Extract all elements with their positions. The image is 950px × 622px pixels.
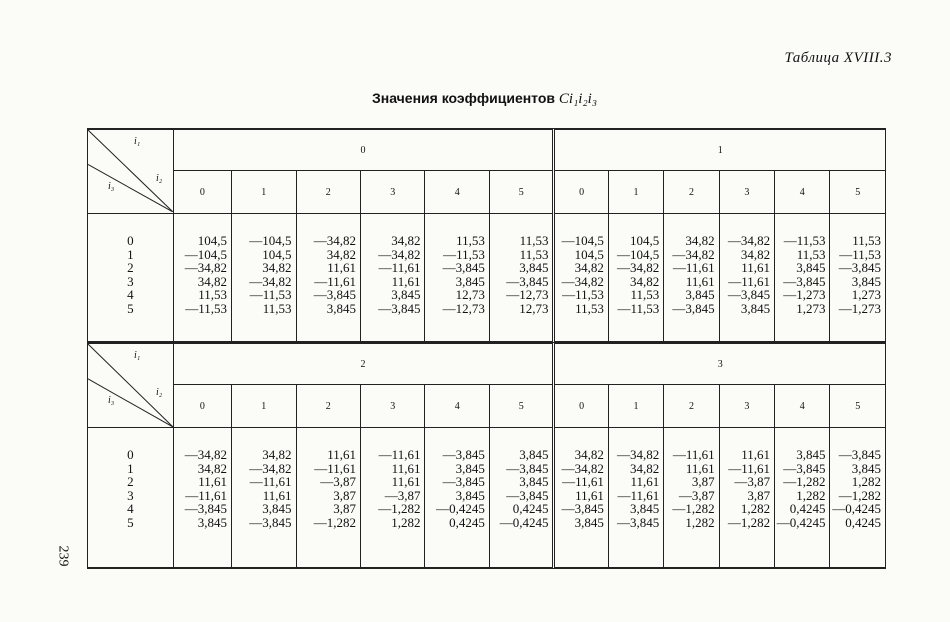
coefficient-value: —0,4245: [436, 501, 485, 517]
coefficient-column: [296, 214, 360, 342]
coefficient-value: —3,845: [378, 300, 421, 316]
i2-column-header: 5: [489, 385, 554, 428]
coefficient-value: —104,5: [249, 233, 292, 248]
coefficient-value: 34,82: [574, 260, 604, 276]
table-block-bottom: [87, 342, 886, 569]
i2-column-header: 3: [360, 385, 424, 428]
coefficient-value: —11,61: [314, 460, 356, 476]
i2-column-header: 1: [232, 171, 296, 214]
coefficient-value: —11,61: [378, 447, 421, 462]
i2-column-header: 1: [608, 385, 663, 428]
coefficient-value: 11,61: [327, 260, 356, 276]
i3-row-index: 4: [127, 287, 134, 303]
coefficient-column: [360, 214, 424, 342]
i2-column-header: 2: [296, 171, 360, 214]
coefficient-column: [664, 428, 719, 568]
coefficient-value: 3,845: [455, 273, 485, 289]
i3-row-index: 0: [127, 447, 134, 462]
i3-header: i₃: [108, 395, 115, 407]
i3-row-index: 3: [127, 487, 134, 503]
coefficient-value: 1,282: [740, 501, 771, 517]
coefficient-value: —104,5: [617, 246, 660, 262]
coefficient-value: —104,5: [561, 233, 604, 248]
i2-column-header: 3: [719, 171, 774, 214]
coefficient-value: 11,61: [685, 273, 715, 289]
i2-column-header: 4: [425, 171, 489, 214]
coefficient-value: 3,845: [796, 447, 826, 462]
i2-column-header: 0: [173, 171, 231, 214]
coefficient-value: 11,53: [262, 300, 292, 316]
coefficient-value: 34,82: [326, 246, 356, 262]
coefficient-value: —11,53: [783, 233, 826, 248]
coefficient-value: 11,61: [391, 273, 421, 289]
i1-header: i₁: [134, 350, 141, 361]
coefficient-value: —11,53: [839, 246, 881, 262]
table-label: Таблица XVIII.3: [784, 50, 892, 66]
coefficient-value: —11,61: [617, 487, 660, 503]
coefficient-value: —1,282: [727, 514, 771, 530]
coefficient-value: 3,845: [685, 287, 715, 303]
coefficient-value: —3,87: [384, 487, 421, 503]
coefficient-value: 3,845: [326, 300, 356, 316]
i1-header: i₁: [134, 136, 141, 147]
coefficient-column: [719, 428, 774, 568]
coefficient-value: 11,53: [519, 246, 549, 262]
coefficient-value: 3,845: [197, 514, 228, 530]
coefficient-column: [775, 428, 830, 568]
coefficient-value: 34,82: [740, 246, 771, 262]
i2-column-header: 4: [425, 385, 489, 428]
coefficient-column: [719, 214, 774, 342]
coefficient-value: —3,845: [184, 501, 228, 517]
coefficient-value: —11,61: [672, 447, 715, 462]
table-block-top: [87, 128, 886, 343]
coefficient-value: —34,82: [249, 460, 292, 476]
i2-column-header: 4: [775, 385, 830, 428]
index-corner-cell: [88, 130, 174, 214]
coefficient-value: 1,282: [391, 514, 421, 530]
coefficient-value: —34,82: [617, 260, 660, 276]
diagonal-lines: [88, 344, 173, 427]
coefficient-value: 12,73: [455, 287, 485, 303]
coefficient-column: [232, 214, 296, 342]
coefficient-value: —3,845: [442, 474, 485, 490]
i2-column-header: 0: [173, 385, 231, 428]
coefficient-value: —34,82: [184, 260, 228, 276]
coefficient-value: —34,82: [378, 246, 421, 262]
i2-column-header: 5: [830, 171, 886, 214]
coefficient-table: [87, 129, 886, 342]
coefficient-value: —1,273: [783, 287, 826, 303]
coefficient-value: —3,845: [561, 501, 604, 517]
coefficient-column: [173, 214, 231, 342]
coefficient-value: —11,61: [728, 460, 771, 476]
coefficient-value: —11,53: [249, 287, 292, 303]
coefficient-value: 3,845: [851, 273, 881, 289]
i2-header: i₂: [156, 172, 163, 184]
coefficient-value: —34,82: [672, 246, 715, 262]
coefficient-value: —34,82: [313, 233, 356, 248]
coefficient-value: —11,53: [617, 300, 660, 316]
i3-row-index: 5: [127, 514, 134, 530]
coefficient-value: 11,61: [685, 460, 715, 476]
i3-row-labels: [88, 214, 174, 342]
coefficient-value: 11,61: [391, 474, 421, 490]
coefficient-value: —1,273: [838, 300, 881, 316]
coefficient-value: 3,87: [691, 474, 715, 490]
i2-column-header: 2: [296, 385, 360, 428]
coefficient-value: 1,282: [851, 474, 881, 490]
coefficient-value: —0,4245: [776, 514, 826, 530]
coefficient-value: —104,5: [184, 246, 228, 262]
i2-column-header: 3: [360, 171, 424, 214]
page-number: 239: [55, 545, 71, 567]
coefficient-value: 3,845: [519, 260, 549, 276]
coefficient-value: 34,82: [197, 460, 228, 476]
coefficient-column: [554, 214, 608, 342]
coefficient-value: —11,61: [672, 260, 715, 276]
coefficient-value: —3,845: [672, 300, 715, 316]
coefficient-symbol: Ci₁i₂i₃: [558, 91, 598, 107]
coefficient-value: —34,82: [617, 447, 660, 462]
i2-column-header: 1: [232, 385, 296, 428]
coefficient-value: 3,845: [455, 487, 485, 503]
coefficient-value: 11,53: [852, 233, 881, 248]
i2-header: i₂: [156, 387, 163, 399]
coefficient-column: [173, 428, 231, 568]
coefficient-value: 0,4245: [449, 514, 485, 530]
coefficient-value: 11,61: [198, 474, 228, 490]
coefficient-value: —11,61: [378, 260, 421, 276]
coefficient-value: 1,273: [796, 300, 826, 316]
i2-column-header: 2: [664, 385, 719, 428]
coefficient-value: —3,845: [442, 260, 485, 276]
i3-row-index: 4: [127, 501, 134, 517]
i2-column-header: 1: [608, 171, 663, 214]
coefficient-column: [775, 214, 830, 342]
i3-row-index: 5: [127, 300, 134, 316]
coefficient-table: [87, 343, 886, 568]
coefficient-value: 34,82: [391, 233, 421, 248]
coefficient-value: 104,5: [262, 246, 292, 262]
i1-group-header: 1: [554, 130, 886, 171]
coefficient-value: 104,5: [630, 233, 660, 248]
coefficient-value: 3,845: [391, 287, 421, 303]
i3-row-index: 1: [127, 460, 134, 476]
i3-row-index: 0: [127, 233, 134, 248]
coefficient-value: 1,282: [796, 487, 826, 503]
coefficient-value: —12,73: [506, 287, 549, 303]
coefficient-column: [830, 214, 886, 342]
coefficient-value: —11,61: [314, 273, 356, 289]
coefficient-value: 11,53: [630, 287, 660, 303]
coefficient-value: —34,82: [249, 273, 292, 289]
i3-header: i₃: [108, 180, 115, 192]
i2-column-header: 0: [554, 385, 608, 428]
coefficient-value: 11,61: [575, 487, 604, 503]
coefficient-value: 3,845: [455, 460, 485, 476]
coefficient-value: 0,4245: [512, 501, 549, 517]
coefficient-value: —11,61: [249, 474, 292, 490]
coefficient-value: 3,845: [519, 474, 549, 490]
table-title: [372, 90, 597, 108]
coefficient-value: 3,87: [747, 487, 771, 503]
coefficient-value: —3,845: [249, 514, 292, 530]
i1-group-header: 0: [173, 130, 554, 171]
coefficient-value: —1,282: [783, 474, 826, 490]
coefficient-value: —3,845: [617, 514, 660, 530]
coefficient-value: —0,4245: [499, 514, 549, 530]
coefficient-column: [608, 428, 663, 568]
coefficient-value: —3,87: [320, 474, 356, 490]
coefficient-value: 34,82: [685, 233, 715, 248]
coefficient-column: [425, 214, 489, 342]
coefficient-value: 11,53: [456, 233, 485, 248]
coefficient-value: —3,845: [727, 287, 771, 303]
i2-column-header: 4: [775, 171, 830, 214]
coefficient-value: 1,282: [685, 514, 715, 530]
coefficient-value: 34,82: [574, 447, 604, 462]
i2-column-header: 5: [489, 171, 554, 214]
coefficient-value: 3,87: [333, 501, 356, 517]
coefficient-value: 11,61: [630, 474, 660, 490]
coefficient-value: —1,282: [313, 514, 356, 530]
i3-row-labels: [88, 428, 174, 568]
coefficient-value: —3,845: [838, 447, 881, 462]
i3-row-index: 1: [127, 246, 134, 262]
coefficient-value: 34,82: [197, 273, 228, 289]
coefficient-value: —34,82: [727, 233, 771, 248]
table-title-text: Значения коэффициентов: [372, 90, 556, 106]
coefficient-value: —3,87: [678, 487, 715, 503]
coefficient-value: —3,845: [506, 487, 549, 503]
coefficient-value: 11,61: [262, 487, 292, 503]
coefficient-column: [664, 214, 719, 342]
coefficient-value: —1,282: [672, 501, 715, 517]
coefficient-column: [608, 214, 663, 342]
coefficient-value: 3,845: [519, 447, 549, 462]
coefficient-column: [489, 214, 554, 342]
coefficient-value: —11,61: [562, 474, 604, 490]
coefficient-value: —3,87: [734, 474, 771, 490]
coefficient-column: [360, 428, 424, 568]
coefficient-value: 104,5: [574, 246, 604, 262]
coefficient-value: 12,73: [519, 300, 549, 316]
coefficient-value: 34,82: [262, 260, 292, 276]
coefficient-column: [425, 428, 489, 568]
coefficient-value: 11,61: [391, 460, 421, 476]
i2-column-header: 5: [830, 385, 886, 428]
coefficient-value: 3,845: [262, 501, 292, 517]
coefficient-value: —34,82: [184, 447, 228, 462]
coefficient-value: 3,845: [851, 460, 881, 476]
coefficient-value: 0,4245: [789, 501, 826, 517]
coefficient-value: 0,4245: [845, 514, 881, 530]
coefficient-value: —34,82: [561, 460, 604, 476]
coefficient-column: [489, 428, 554, 568]
coefficient-value: 3,845: [574, 514, 604, 530]
coefficient-value: —11,61: [728, 273, 771, 289]
coefficient-value: —1,282: [378, 501, 421, 517]
i1-group-header: 2: [173, 344, 554, 385]
coefficient-value: —3,845: [783, 273, 826, 289]
coefficient-value: 3,845: [796, 260, 826, 276]
coefficient-value: —11,61: [185, 487, 228, 503]
coefficient-value: —34,82: [561, 273, 604, 289]
coefficient-value: —3,845: [783, 460, 826, 476]
coefficient-value: 104,5: [197, 233, 228, 248]
coefficient-value: 11,53: [796, 246, 826, 262]
i1-group-header: 3: [554, 344, 886, 385]
coefficient-value: 11,53: [575, 300, 604, 316]
coefficient-value: 3,87: [333, 487, 356, 503]
i3-row-index: 2: [127, 474, 134, 490]
coefficient-value: 34,82: [630, 273, 660, 289]
coefficient-value: —3,845: [506, 273, 549, 289]
coefficient-value: 11,61: [327, 447, 356, 462]
coefficient-value: 11,53: [519, 233, 549, 248]
index-corner-cell: [88, 344, 174, 428]
coefficient-value: 11,53: [198, 287, 228, 303]
diagonal-lines: [88, 130, 173, 212]
coefficient-column: [554, 428, 608, 568]
coefficient-value: —3,845: [442, 447, 485, 462]
coefficient-value: —11,53: [185, 300, 228, 316]
i3-row-index: 2: [127, 260, 134, 276]
coefficient-value: 3,845: [630, 501, 660, 517]
coefficient-column: [830, 428, 886, 568]
coefficient-value: 11,61: [741, 260, 771, 276]
coefficient-value: —11,53: [562, 287, 604, 303]
coefficient-value: —3,845: [838, 260, 881, 276]
coefficient-value: 3,845: [740, 300, 771, 316]
coefficient-value: —12,73: [442, 300, 485, 316]
coefficient-value: —11,53: [443, 246, 485, 262]
coefficient-value: 11,61: [741, 447, 771, 462]
coefficient-value: —1,282: [838, 487, 881, 503]
coefficient-value: 1,273: [851, 287, 881, 303]
coefficient-value: —3,845: [313, 287, 356, 303]
coefficient-column: [296, 428, 360, 568]
coefficient-value: 34,82: [630, 460, 660, 476]
i2-column-header: 2: [664, 171, 719, 214]
coefficient-value: —3,845: [506, 460, 549, 476]
coefficient-value: —0,4245: [832, 501, 881, 517]
coefficient-value: 34,82: [262, 447, 292, 462]
i2-column-header: 3: [719, 385, 774, 428]
i3-row-index: 3: [127, 273, 134, 289]
coefficient-column: [232, 428, 296, 568]
i2-column-header: 0: [554, 171, 608, 214]
